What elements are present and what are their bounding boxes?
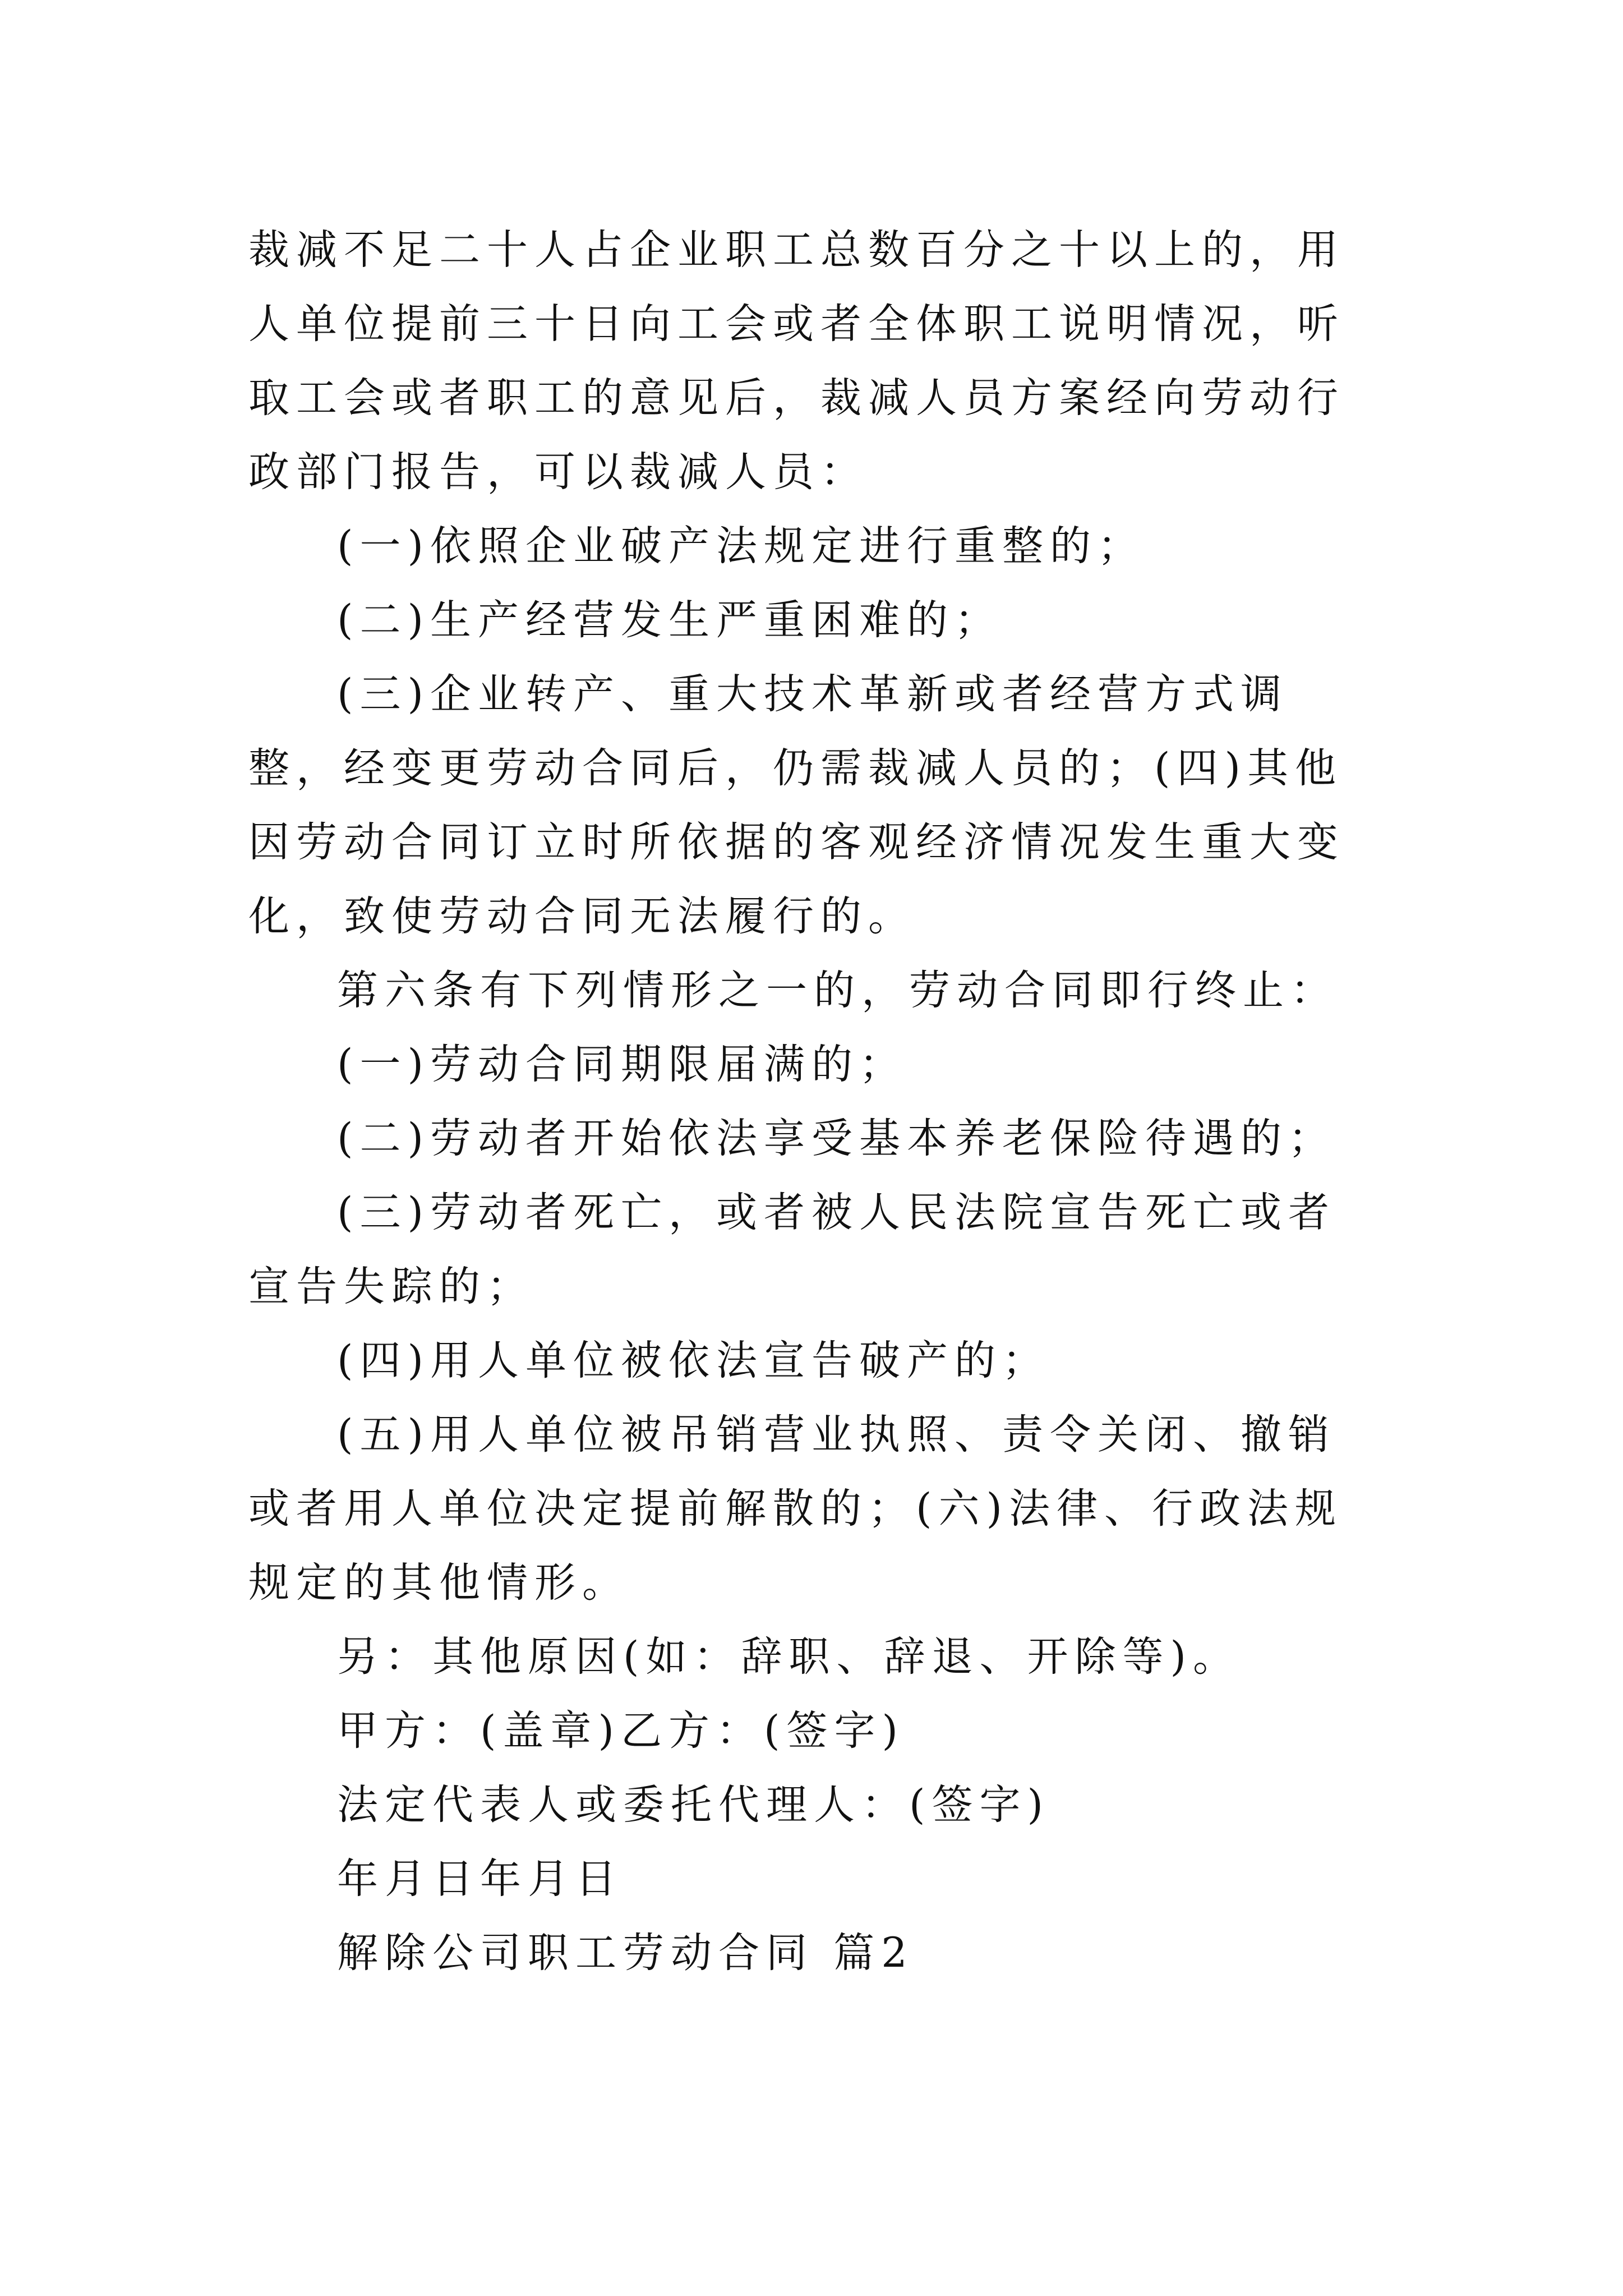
paragraph-other-reasons: 另：其他原因(如：辞职、辞退、开除等)。 <box>337 1633 1241 1681</box>
signature-dates: 年月日年月日 <box>337 1855 623 1903</box>
paragraph-layoff-item-1: (一)依照企业破产法规定进行重整的； <box>337 522 1145 570</box>
document-body <box>248 213 1381 1990</box>
paragraph-termination-item-1: (一)劳动合同期限届满的； <box>337 1041 907 1088</box>
paragraph-termination-item-5-6: (五)用人单位被吊销营业执照、责令关闭、撤销或者用人单位决定提前解散的；(六)法律、行政法规规定的其他情形。 <box>248 1411 1343 1607</box>
paragraph-layoff-conditions: 裁减不足二十人占企业职工总数百分之十以上的，用人单位提前三十日向工会或者全体职工说明情况，听取工会或者职工的意见后，裁减人员方案经向劳动行政部门报告，可以裁减人员： <box>248 226 1345 496</box>
paragraph-termination-item-2: (二)劳动者开始依法享受基本养老保险待遇的； <box>337 1115 1336 1162</box>
paragraph-termination-item-4: (四)用人单位被依法宣告破产的； <box>337 1337 1050 1384</box>
signature-parties: 甲方：(盖章)乙方：(签字) <box>337 1707 905 1755</box>
paragraph-termination-item-3: (三)劳动者死亡，或者被人民法院宣告死亡或者宣告失踪的； <box>248 1189 1336 1310</box>
paragraph-layoff-item-3-4: (三)企业转产、重大技术革新或者经营方式调整，经变更劳动合同后，仍需裁减人员的；(四)其他因劳动合同订立时所依据的客观经济情况发生重大变化，致使劳动合同无法履行的。 <box>248 670 1345 940</box>
signature-representative: 法定代表人或委托代理人：(签字) <box>337 1781 1050 1829</box>
paragraph-article-6: 第六条有下列情形之一的，劳动合同即行终止： <box>337 967 1338 1014</box>
section-heading-part-2: 解除公司职工劳动合同 篇2 <box>337 1929 914 1977</box>
paragraph-layoff-item-2: (二)生产经营发生严重困难的； <box>337 596 1002 644</box>
